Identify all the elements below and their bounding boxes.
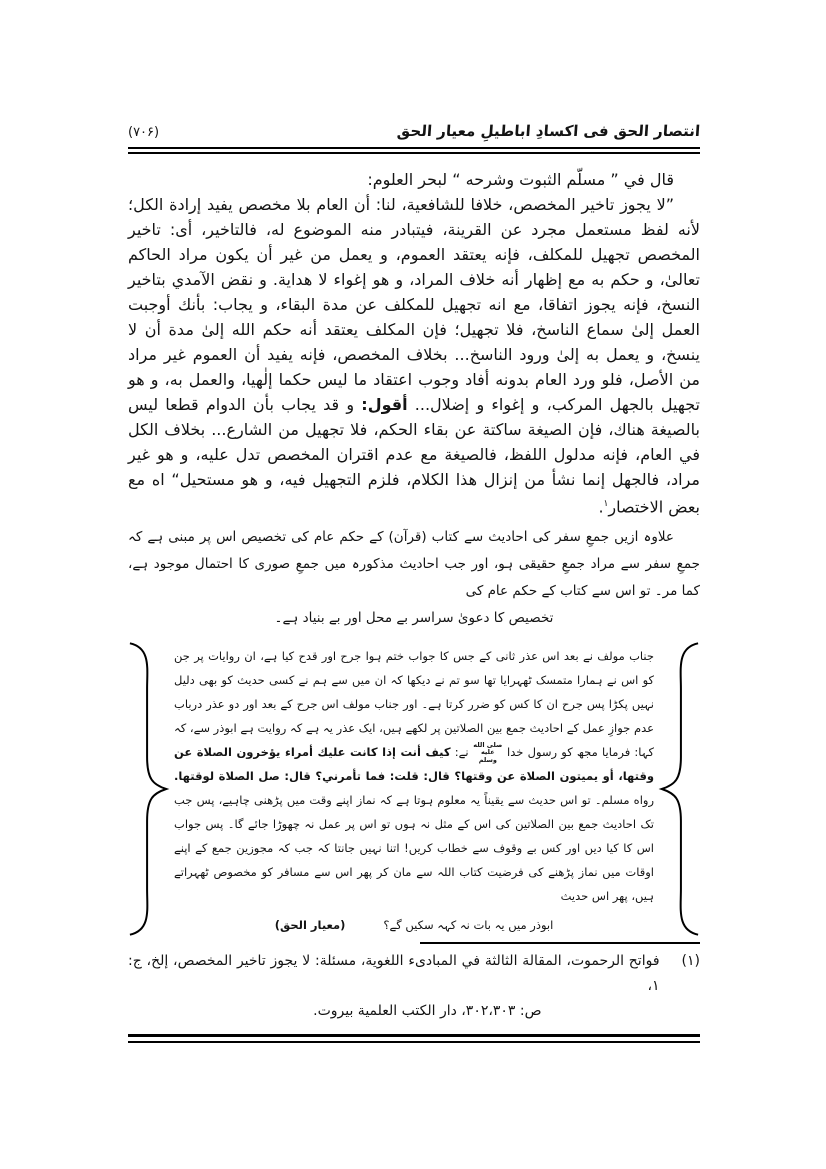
text-segment: ١	[603, 499, 609, 509]
header-double-rule	[128, 147, 700, 154]
page-content	[128, 122, 700, 1043]
footnote-text	[128, 949, 660, 1024]
quote-closing-question: ابوذر میں یہ بات نہ کہہ سکیں گے؟	[383, 918, 554, 933]
urdu-conclusion-line: تخصیص کا دعویٰ سراسر بے محل اور بے بنیاد ہے۔	[274, 610, 554, 627]
page-header	[128, 122, 700, 140]
page-number: (۷۰۶)	[128, 125, 160, 140]
curly-brace-right-glyph	[128, 640, 170, 938]
text-segment: نے:	[450, 745, 473, 760]
footnote-marker: (١)	[681, 953, 700, 970]
braced-quote-flow-text	[170, 640, 658, 912]
text-segment: رواه مسلم۔ تو اس حدیث سے یقیناً یہ معلوم ہوتا ہے کہ نماز اپنے وقت میں پڑھنی چاہیے، پس جب تک احادیث جمع بین الصلاتین کی اس کے مثل نہ ہوں تو اس پر عمل نہ چھوڑا جائے گا۔ پس جواب اس کا کیا دیں اور کس بے وقوف سے خطاب کریں! اتنا نہیں جانتا کہ جب کہ مجوزین جمع کے اپنے اوقات میں نماز پڑھنے کی فرضیت کتاب اللہ سے مان کر پھر اس سے مسافر کو مخصوص ٹھہراتے ہیں، پھر اس حدیث	[174, 793, 654, 904]
text-segment: .	[598, 497, 604, 517]
braced-quote-block	[128, 640, 700, 938]
footnote-line-2: ص: ٣٠٢،٣٠٣، دار الكتب العلمية بيروت.	[313, 1003, 542, 1020]
body-text-block	[128, 167, 700, 519]
urdu-paragraph: علاوہ ازیں جمعِ سفر کی احادیث سے کتاب (قرآن) کے حکم عام کی تخصیص اس پر مبنی ہے کہ جمعِ سفر سے مراد جمعِ حقیقی ہو، اور جب احادیث مذکورہ میں جمعِ صوری کا احتمال موجود ہے، کما مر۔ تو اس سے کتاب کے حکم عام کی	[128, 529, 700, 600]
arabic-quote-paragraph	[128, 192, 700, 519]
salutation-ligature: صلى الله عليه وسلم	[473, 740, 503, 764]
bottom-double-rule	[128, 1034, 700, 1043]
source-attribution: (معیار الحق)	[274, 918, 346, 933]
text-segment: ”لا يجوز تاخير المخصص، خلافا للشافعية، لنا: أن العام بلا مخصص يفيد إرادة الكل؛ لأنه لفظ مستعمل مجرد عن القرينة، فيتبادر منه الموضوع له، فالتاخير، أى: تاخير المخصص تجهيل للمكلف، فإنه يعتقد العموم، و يعمل من غير أن يكون مراد الحاكم تعالىٰ، و حكم به مع إظهار أنه خلاف المراد، و هو إغواء لا هداية. و نقض الآمدي بتاخير النسخ، فإنه يجوز اتفاقا، مع انه تجهيل للمكلف عن مدة البقاء، و يجاب: بأنك أوجبت العمل إلىٰ سماع الناسخ، فلا تجهيل؛ فإن المكلف يعتقد أنه حكم الله إلىٰ مدة أن لا ينسخ، و يعمل به إلىٰ ورود الناسخ... بخلاف المخصص، فإنه يفيد أن العموم غير مراد من الأصل، فلو ورد العام بدونه أفاد وجوب اعتقاد ما ليس حكما إلٰهيا، والعمل به، و هو تجهيل بالجهل المركب، و إغواء و إضلال...	[128, 195, 701, 414]
footnote-separator-rule	[420, 942, 700, 944]
curly-brace-right-icon	[128, 640, 170, 938]
text-segment: و قد يجاب بأن الدوام قطعا ليس بالصيغة هناك، فإن الصيغة ساكتة عن بقاء الحكم، فلا تجهيل من الشارع... بخلاف الكل في العام، فإنه مدلول اللفظ، فالصيغة مع عدم اقتران المخصص تدل عليه، و هو غير مراد، فالجهل إنما نشأ من إنزال هذا الكلام، فلزم التجهيل فيه، و هو مستحيل“ اه مع بعض الاختصار	[128, 395, 700, 517]
intro-line: قال في ” مسلّم الثبوت وشرحه “ لبحر العلوم:	[367, 170, 674, 189]
bold-text-segment: كيف أنت إذا كانت عليك أمراء يؤخرون الصلاة عن وقتها، أو يميتون الصلاة عن وقتها؟ قال: قلت: فما تأمرني؟ قال: صل الصلاة لوقتها.	[174, 745, 654, 784]
text-segment: جناب مولف نے بعد اس عذر ثانی کے جس کا جواب ختم ہوا جرح اور قدح کیا ہے، ان روایات پر جن کو اس نے ہمارا متمسک ٹھہرایا تھا سو تم نے دیکھا کہ ان میں سے ہم نے کسی حدیث کو بھی دلیل نہیں پکڑا پس جرح ان کا کس کو ضرر کرتا ہے۔ اور جناب مولف اس جرح کے بعد اور دو عذر درباب عدم جوازِ عمل کے احادیث جمع بین الصلاتین پر لکھے ہیں، ایک عذر یہ ہے کہ روایت ہے ابوذر سے، کہ کہا: فرمایا مجھ کو رسول خدا	[174, 649, 655, 760]
braced-quote-last-line	[170, 912, 658, 938]
curly-brace-left-glyph	[658, 640, 700, 938]
bold-text-segment: أقول:	[361, 395, 408, 414]
footnote	[128, 949, 700, 1024]
braced-quote-text-area	[170, 640, 658, 938]
curly-brace-left-icon	[658, 640, 700, 938]
running-book-title: انتصار الحق فی اکسادِ اباطیلِ معیار الحق	[396, 122, 701, 140]
footnote-line-1: فواتح الرحموت، المقالة الثالثة في المبادىء اللغوية، مسئلة: لا يجوز تاخير المخصص، إلخ، ج: ١،	[128, 953, 660, 995]
